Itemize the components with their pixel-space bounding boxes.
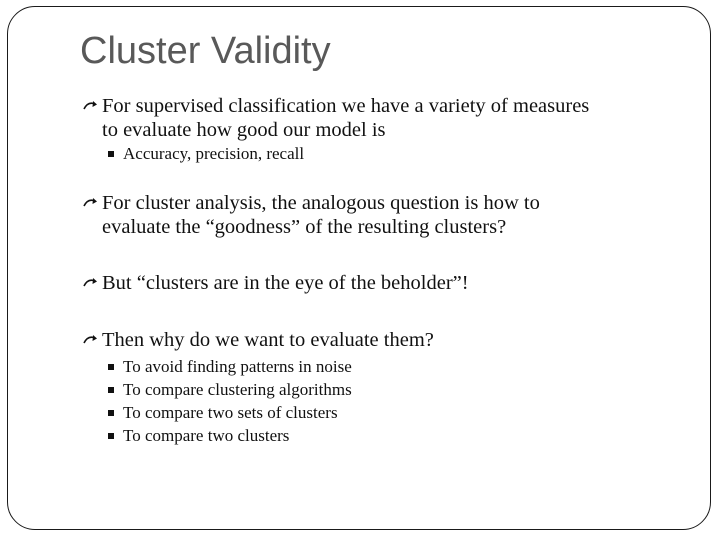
sub-bullet [108,355,352,378]
sub-bullet-text: To compare two clusters [123,426,290,445]
bullet-2-text: For cluster analysis, the analogous question is how to [102,192,540,214]
curved-arrow-icon [82,276,102,290]
curved-arrow-icon [82,196,102,210]
curved-arrow-icon [82,333,102,347]
sub-bullet-text: To compare two sets of clusters [123,403,338,422]
bullet-3-text: But “clusters are in the eye of the beholder”! [102,272,469,294]
sub-bullet [108,142,304,165]
slide-frame [7,6,711,530]
bullet-4 [82,328,434,352]
square-bullet-icon [108,387,114,393]
bullet-2-text-cont: evaluate the “goodness” of the resulting clusters? [102,216,507,238]
bullet-1-text: For supervised classification we have a variety of measures [102,95,590,117]
square-bullet-icon [108,433,114,439]
sub-bullet [108,378,352,401]
sub-bullet-text: To avoid finding patterns in noise [123,357,352,376]
sub-bullet-text: To compare clustering algorithms [123,380,352,399]
sub-bullet-text: Accuracy, precision, recall [123,144,305,163]
bullet-3 [82,271,469,295]
bullet-4-text: Then why do we want to evaluate them? [102,329,434,351]
slide-title: Cluster Validity [80,30,331,72]
bullet-1-text-cont: to evaluate how good our model is [102,119,386,141]
sub-bullet [108,401,338,424]
square-bullet-icon [108,364,114,370]
square-bullet-icon [108,151,114,157]
square-bullet-icon [108,410,114,416]
sub-bullet [108,424,289,447]
bullet-2 [82,191,540,239]
bullet-1 [82,94,589,142]
curved-arrow-icon [82,99,102,113]
